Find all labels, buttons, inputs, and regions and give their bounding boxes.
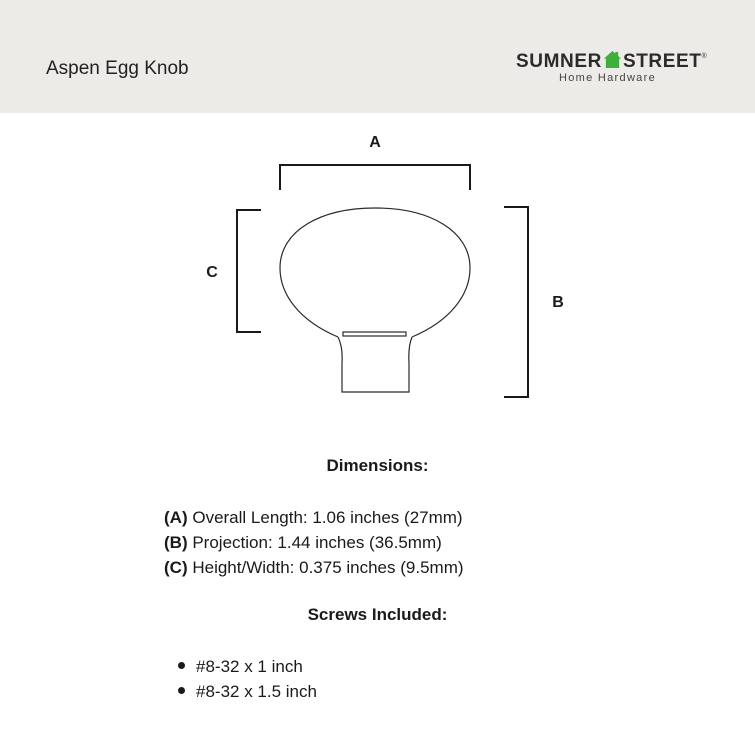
dimension-text: Projection: 1.44 inches (36.5mm) [192,533,442,552]
bracket-c [237,210,261,332]
dimension-text: Height/Width: 0.375 inches (9.5mm) [192,558,464,577]
label-b: B [552,294,564,311]
label-a: A [369,134,381,151]
bracket-b [504,207,528,397]
bracket-a [280,165,470,190]
dimensions-heading: Dimensions: [326,456,429,475]
logo-word-left: SUMNER [516,51,602,72]
product-title: Aspen Egg Knob [46,58,189,79]
dimension-row-c [164,555,464,580]
dimension-row-a [164,505,464,530]
dimension-row-b [164,530,464,555]
screw-list-item [178,654,317,679]
bullet-icon [178,662,185,669]
dimension-text: Overall Length: 1.06 inches (27mm) [192,508,463,527]
logo-tagline: Home Hardware [559,72,656,84]
house-icon [603,50,622,69]
header-band [0,0,755,113]
knob-dimension-diagram [0,113,755,413]
bullet-icon [178,687,185,694]
screw-text: #8-32 x 1.5 inch [196,682,317,701]
dimensions-list [164,505,464,580]
screw-text: #8-32 x 1 inch [196,657,303,676]
dimension-tag: (B) [164,533,188,552]
dimension-tag: (A) [164,508,188,527]
logo-word-right: STREET [622,51,702,72]
screws-heading: Screws Included: [307,605,448,624]
screw-list-item [178,679,317,704]
logo-wordmark [516,50,707,73]
registered-mark: ® [701,53,708,60]
screws-list [178,654,317,704]
label-c: C [206,264,218,281]
knob-outline [280,208,470,392]
dimension-tag: (C) [164,558,188,577]
brand-logo [516,44,726,90]
